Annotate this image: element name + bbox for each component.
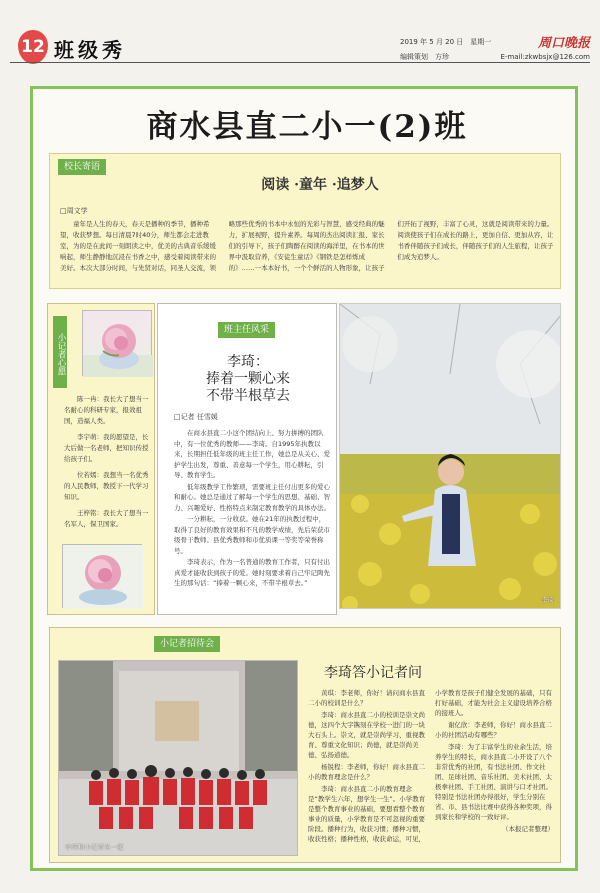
main-title: 商水县直二小一(2)班 xyxy=(146,109,468,145)
teacher-article xyxy=(157,303,337,615)
principal-tag: 校长寄语 xyxy=(58,159,106,175)
interview-editor-note: （本报记者整理） xyxy=(502,825,554,833)
rose-flower-image xyxy=(82,310,152,376)
main-frame xyxy=(30,86,578,871)
paper-logo: 周口晚报 xyxy=(537,36,590,51)
teacher-heading xyxy=(158,354,338,405)
teacher-paragraph: 一分耕耘，一分收获。她在21年的执教过程中，取得了良好的教育效果和不凡的教学成绩，先后荣获市级骨干教师、县优秀教师和市优质课一等奖等荣誉称号。 xyxy=(174,515,330,555)
reporter-voices-panel xyxy=(47,303,155,615)
teacher-photo xyxy=(339,303,561,609)
teacher-heading-line: 李琦： xyxy=(227,354,269,370)
reporter-quotes xyxy=(64,394,150,535)
teacher-photo-caption: 李琦 xyxy=(541,596,554,604)
interview-paragraph: 李琦：商水县直二小的校训是崇文尚德，这四个大字镌刻在学校一进门的一块大石头上。崇文，就是崇尚学习、重视教育、尊重文化知识；尚德，就是崇尚美德、弘扬道德。 xyxy=(308,711,425,759)
quote-item: 陈一冉：我长大了想当一名耐心的科研专家，报效祖国，造福人类。 xyxy=(64,395,149,425)
group-photo-caption: 李琦和小记者在一起 xyxy=(65,843,124,851)
header-rule xyxy=(10,62,590,63)
page-header xyxy=(0,0,600,62)
interview-paragraph: 李琦：商水县直二小的教育理念是“教学生六年，想学生一生”。小学教育是整个教育事业的基础，要想看整个教育事业的质量，小学教育是不可忽视的重要阶段。播种行为，收获习惯；播种习惯，收获性格；播种性格，收获命运，可见，小学教育是孩子们健全发展的基础，只有打好基础，才能为社会主义建设培养合格的接班人。 xyxy=(308,689,552,843)
teacher-paragraph: 在商水县直二小这个团结向上、努力拼搏的团队中，有一位优秀的教师——李琦。自1995年执教以来，长期担任低年级的班主任工作，她总是从关心、爱护学生出发，尊重、善意每一个学生，用心耕耘，引导、教育学生。 xyxy=(174,429,330,479)
reporter-voices-tag: 小记者心愿 xyxy=(53,316,67,388)
teacher-paragraph: 李琦表示，作为一名普通的教育工作者，只有付出真爱才能收获到孩子的爱。她时刻要求着自己牢记陶先生的那句话：“捧着一颗心来，不带半根草去。” xyxy=(174,558,330,587)
interview-heading: 李琦答小记者问 xyxy=(324,665,422,681)
rose-flower-image-2 xyxy=(62,544,142,608)
rose-flower-icon xyxy=(63,545,143,609)
email-line: E-mail:zkwbsjx@126.com xyxy=(500,53,590,61)
page-number-badge: 12 xyxy=(18,30,48,64)
section-title: 班级秀 xyxy=(54,38,126,62)
date-line: 2019 年 5 月 20 日 星期一 xyxy=(400,38,492,46)
group-photo-image xyxy=(59,661,298,856)
teacher-heading-line: 捧着一颗心来 xyxy=(206,371,290,387)
principal-body: 童年是人生的春天，春天是播种的季节，播种希望，收获梦想。每日清晨7时40分，师生都会走进教室，为的是在此间一刻朗读之中，优美的古典音乐缓缓响起，师生静静地沉浸在书香之中，感受着阅读带来的美好。本次大部分时间，与先贤对话，同圣人交流，领略那些优秀的书本中永恒的光彩与智慧，感受经典的魅力，扩展视野，提升素养。每周的杰出阅读汇报、家长们的引导下，孩子们陶醉在阅读的海洋里，在书本的世界中汲取营养，《安徒生童话》《钢铁是怎样炼成的》……一本本好书，一个个鲜活的人物形象，让孩子们开拓了视野，丰富了心灵，这就是阅读带来的力量。阅读使孩子们在成长的路上，更加自信、更加从容，让书香伴随孩子们成长，伴随孩子们的人生旅程，让孩子们成为追梦人。 xyxy=(60,220,554,272)
interview-paragraph: 李琦：为了丰富学生的业余生活，培养学生的特长，商水县直二小开设了八个非常优秀的社团，有书法社团、作文社团、足球社团、音乐社团、美术社团、太极拳社团、手工社团、演讲与口才社团。特别是书法社团办得很好，学生分别在省、市、县书法比赛中获得各种奖项，得到家长和学校的一致好评。 xyxy=(435,743,552,821)
interview-tag: 小记者招待会 xyxy=(154,636,220,652)
teacher-reporter: □记者 任雪媛 xyxy=(174,413,218,421)
principal-heading: 阅读 ·童年 ·追梦人 xyxy=(261,177,379,193)
principal-author: □周文学 xyxy=(60,207,88,215)
interview-body xyxy=(308,688,554,858)
editor-line: 编辑策划 方珍 xyxy=(400,53,449,61)
quote-item: 位若嫣：我想当一名优秀的人民教师，教授下一代学习知识。 xyxy=(64,471,149,501)
teacher-in-flower-field-image xyxy=(340,304,561,609)
quote-item: 王梓铭：我长大了想当一名军人，保卫国家。 xyxy=(64,509,149,528)
group-photo xyxy=(58,660,298,856)
teacher-heading-line: 不带半根草去 xyxy=(206,388,290,404)
interview-paragraph: 杨锐程：李老师，你好！商水县直二小的教育理念是什么？ xyxy=(308,763,425,781)
teacher-body xyxy=(174,428,330,612)
rose-flower-icon xyxy=(83,311,153,377)
teacher-tag: 班主任风采 xyxy=(218,322,275,338)
teacher-paragraph: 低年级教学工作繁琐，需要班主任付出更多的爱心和耐心。她总是通过了解每一个学生的思想、基础、智力、兴趣爱好、性格特点来制定教育教学的具体办法。 xyxy=(174,482,330,512)
quote-item: 李宇萌：我的愿望是，长大后做一名老师，把知识传授给孩子们。 xyxy=(64,433,149,463)
interview-paragraph: 黄琪：李老师，你好！请问商水县直二小的校训是什么？ xyxy=(308,689,425,707)
interview-paragraph: 谢亿欣：李老师，你好！商水县直二小的社团活动有哪些？ xyxy=(435,721,552,739)
interview-section xyxy=(49,627,561,863)
principal-message xyxy=(49,153,561,289)
